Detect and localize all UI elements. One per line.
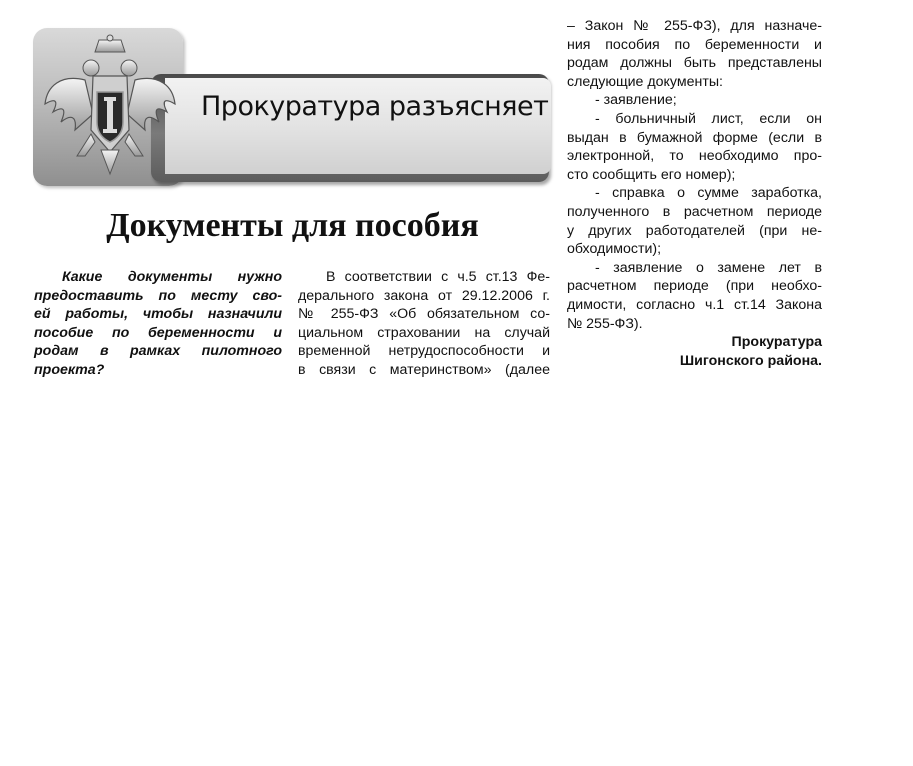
list-item: - заявление о замене лет в (595, 259, 822, 276)
body-column-2 (298, 268, 550, 380)
question-line: пособие по беременности и (34, 324, 282, 341)
question-line: предоставить по месту сво- (34, 287, 282, 304)
body-line: № 255-ФЗ). (567, 315, 643, 332)
question-line: Какие документы нужно (62, 269, 282, 285)
list-item: - справка о сумме заработка, (595, 185, 822, 202)
question-line: ей работы, чтобы назначили (34, 306, 282, 323)
body-line: циальном страховании на случай (298, 324, 550, 341)
body-line: полученного в расчетном периоде (567, 203, 822, 220)
signature-line: Шигонского района. (679, 352, 822, 369)
body-column-3 (567, 17, 822, 370)
banner-title: Прокуратура разъясняет (201, 91, 549, 122)
body-line: № 255-ФЗ «Об обязательном со- (298, 306, 550, 323)
article-headline: Документы для пособия (106, 207, 479, 244)
body-line: – Закон № 255-ФЗ), для назначе- (567, 18, 822, 34)
list-item: - больничный лист, если он (595, 110, 822, 127)
body-line: сто сообщить его номер); (567, 166, 736, 183)
question-line: родам в рамках пилотного (34, 343, 282, 360)
body-line: в связи с материнством» (далее (298, 361, 550, 378)
body-line: В соответствии с ч.5 ст.13 Фе- (326, 269, 550, 285)
question-line: проекта? (34, 361, 105, 378)
question-column (34, 268, 282, 380)
body-line: электронной, то необходимо про- (567, 148, 822, 165)
body-line: родам должны быть представлены (567, 55, 822, 72)
body-line: ния пособия по беременности и (567, 36, 822, 53)
body-line: дерального закона от 29.12.2006 г. (298, 287, 550, 304)
signature-line: Прокуратура (731, 334, 822, 351)
list-item: - заявление; (595, 92, 677, 109)
banner (33, 28, 551, 188)
eagle-emblem-icon (41, 34, 179, 184)
body-line: временной нетрудоспособности и (298, 343, 550, 360)
body-line: расчетном периоде (при необхо- (567, 278, 822, 295)
body-line: следующие документы: (567, 73, 723, 90)
body-line: димости, согласно ч.1 ст.14 Закона (567, 296, 822, 313)
body-line: у других работодателей (при не- (567, 222, 822, 239)
body-line: обходимости); (567, 241, 662, 258)
body-line: выдан в бумажной форме (если в (567, 129, 822, 146)
